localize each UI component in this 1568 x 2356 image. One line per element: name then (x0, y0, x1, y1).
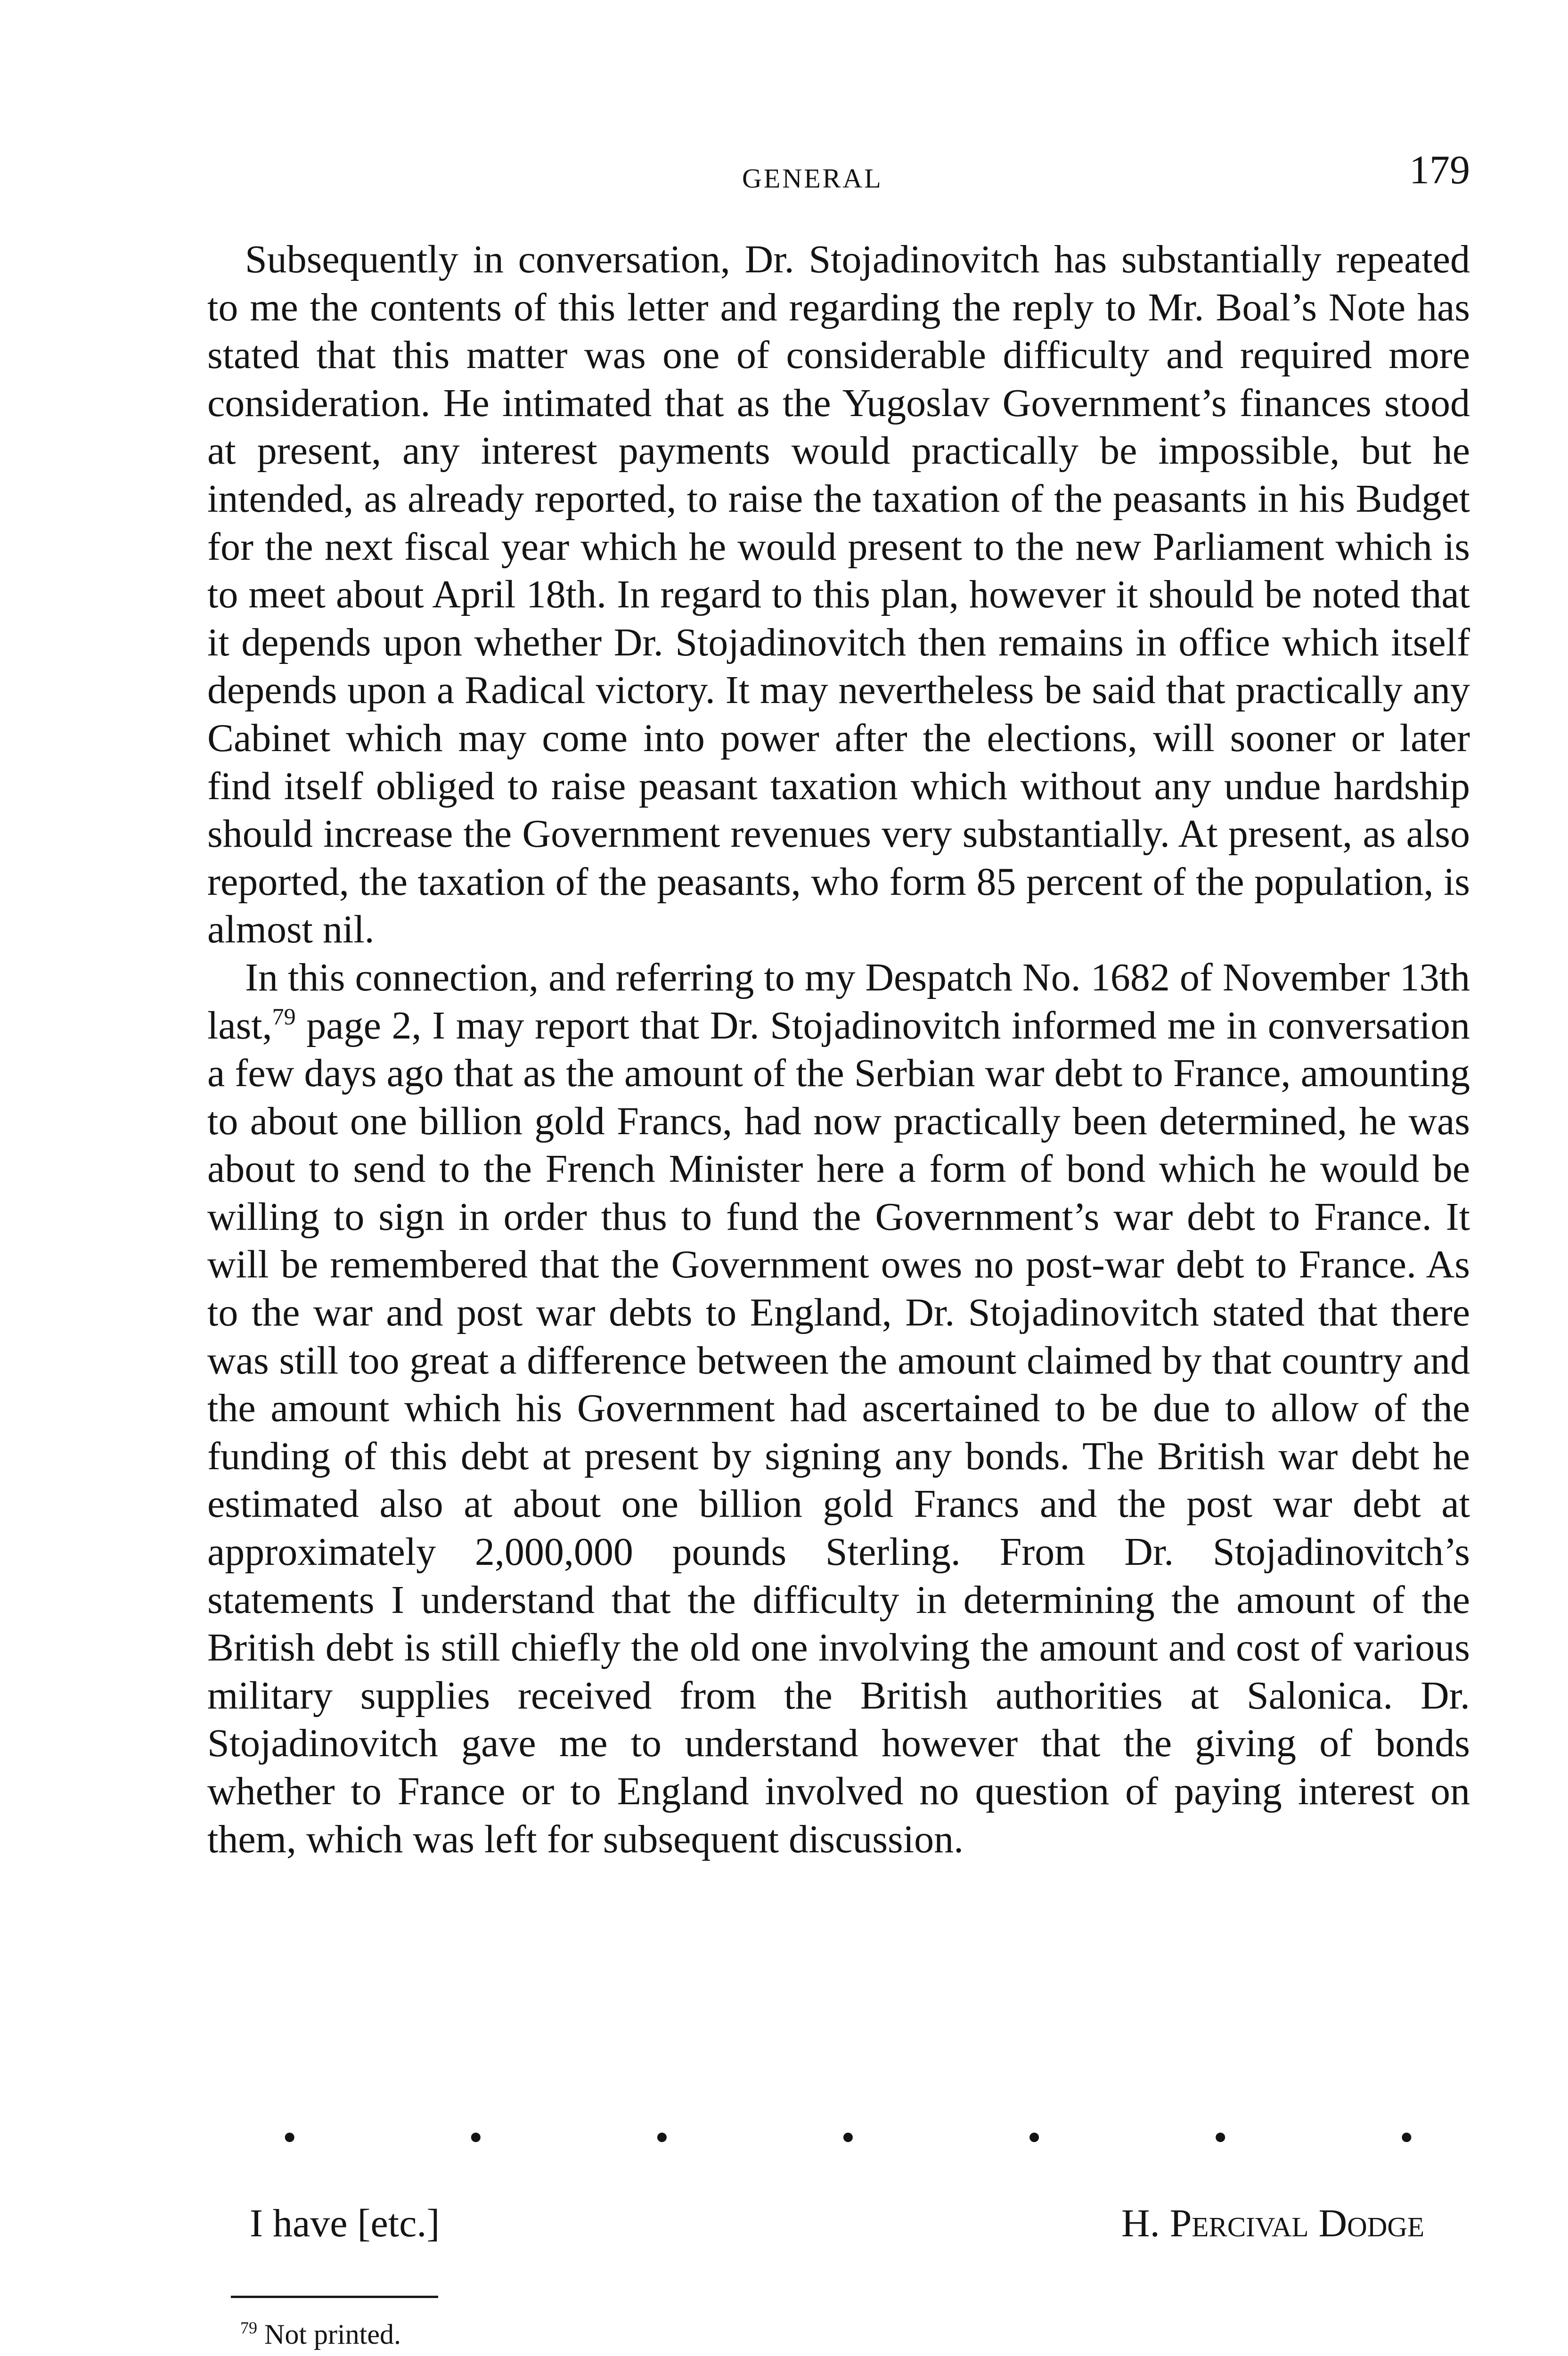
page-header (207, 146, 1470, 198)
omission-dot: • (841, 2116, 855, 2160)
footnote-text: Not printed. (264, 2319, 401, 2350)
paragraph-1: Subsequently in conversation, Dr. Stojadinovitch has substantially repeated to me the contents of this letter and regarding the reply to Mr. Boal’s Note has stated that this matter was one of considerable difficulty and required more consideration. He intimated that as the Yugoslav Government’s finances stood at present, any interest payments would practically be impossible, but he intended, as already reported, to raise the taxation of the peasants in his Budget for the next fiscal year which he would present to the new Parliament which is to meet about April 18th. In regard to this plan, however it should be noted that it depends upon whether Dr. Stojadinovitch then remains in office which itself depends upon a Radical victory. It may nevertheless be said that practically any Cabinet which may come into power after the elections, will sooner or later find itself obliged to raise peasant taxation which without any undue hardship should increase the Government revenues very substantially. At present, as also reported, the taxation of the peasants, who form 85 percent of the population, is almost nil. (207, 237, 1470, 952)
closing-line: I have [etc.] (250, 2201, 440, 2245)
footnote-number: 79 (240, 2318, 257, 2337)
paragraph-2-text-end: page 2, I may report that Dr. Stojadinovitch informed me in conversation a few days ago that as the amount of the Serbian war debt to France, amounting to about one billion gold Francs, had now practically been determined, he was about to send to the French Minister here a form of bond which he would be willing to sign in order thus to fund the Government’s war debt to France. It will be remembered that the Government owes no post-war debt to France. As to the war and post war debts to England, Dr. Stojadinovitch stated that there was still too great a difference between the amount claimed by that country and the amount which his Government had ascertained to be due to allow of the funding of this debt at present by signing any bonds. The British war debt he estimated also at about one billion gold Francs and the post war debt at approximately 2,000,000 pounds Sterling. From Dr. Stojadinovitch’s statements I understand that the difficulty in determining the amount of the British debt is still chiefly the old one involving the amount and cost of various military supplies received from the British authorities at Salonica. Dr. Stojadinovitch gave me to understand however that the giving of bonds whether to France or to England involved no question of paying interest on them, which was left for subsequent discussion. (207, 1003, 1470, 1861)
signature: H. Percival Dodge (1121, 2201, 1424, 2245)
body-text (207, 236, 1470, 1863)
paragraph-2-text-start: In this connection, and referring to my Despatch No. 1682 of November 13th last, (207, 955, 1470, 1047)
omission-dot: • (1213, 2116, 1227, 2160)
omission-dot: • (1399, 2116, 1413, 2160)
page-number: 179 (1409, 147, 1470, 192)
omission-dot: • (283, 2116, 297, 2160)
footnote (240, 2318, 401, 2351)
omission-dot: • (469, 2116, 483, 2160)
omission-dots (283, 2118, 1413, 2158)
running-head: GENERAL (742, 163, 883, 194)
footnote-reference: 79 (272, 1003, 296, 1030)
omission-dot: • (1027, 2116, 1041, 2160)
omission-dot: • (655, 2116, 669, 2160)
footnote-divider (231, 2296, 438, 2298)
paragraph-2 (207, 954, 1470, 1863)
